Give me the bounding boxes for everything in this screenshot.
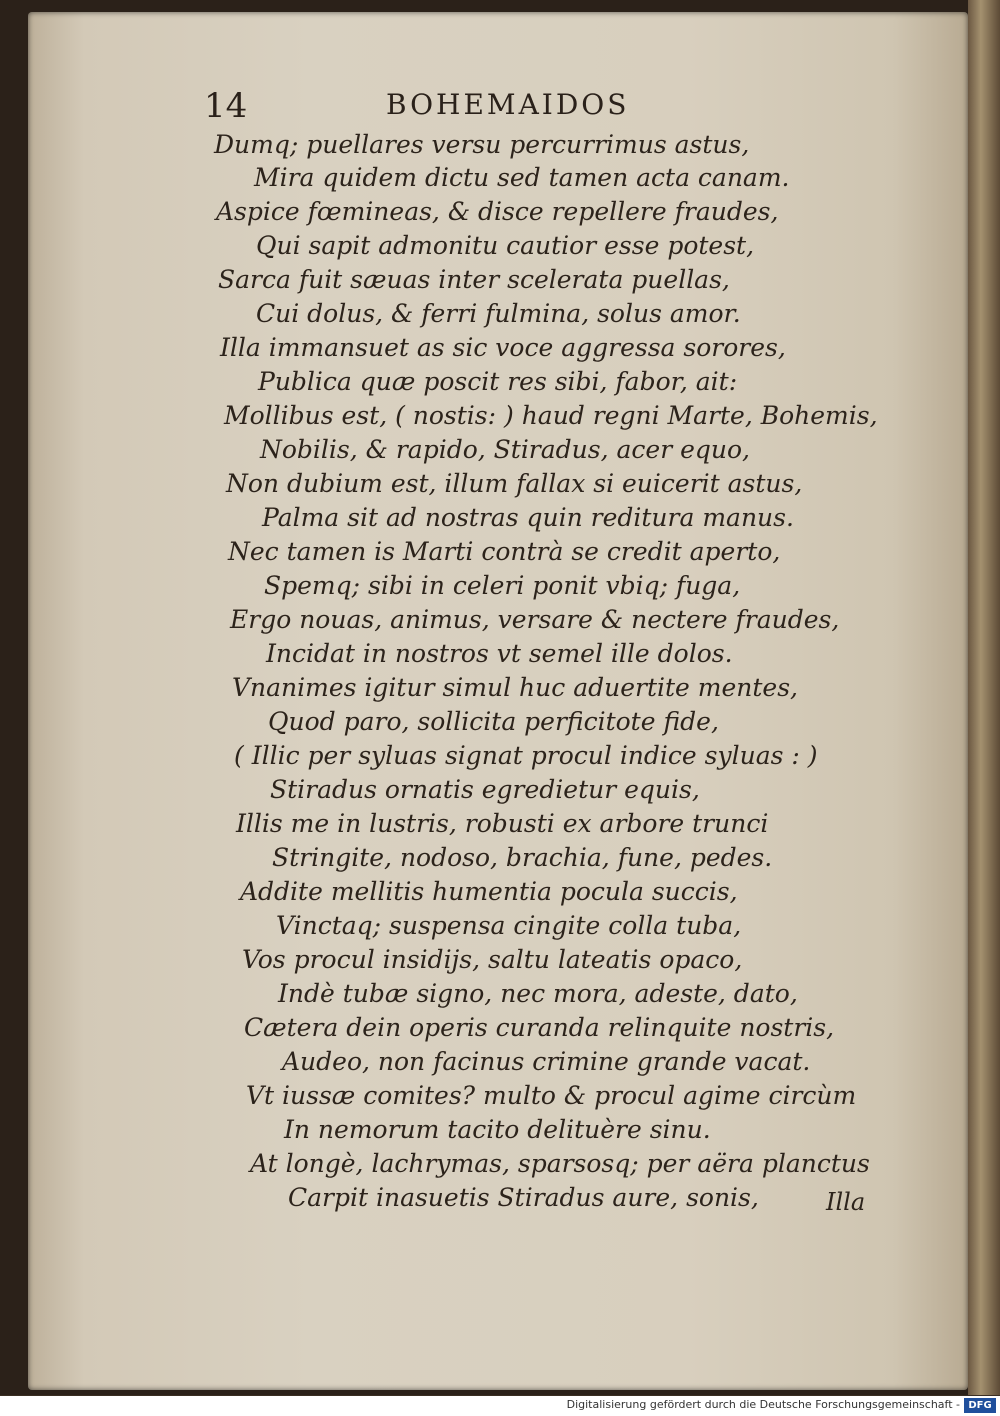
- verse-line: Vinctaq; suspensa cingite colla tuba,: [276, 911, 742, 940]
- verse-line: Sarca fuit sæuas inter scelerata puellas,: [218, 265, 730, 294]
- verse-line: Spemq; sibi in celeri ponit vbiq; fuga,: [264, 571, 741, 600]
- verse-line: Publica quæ poscit res sibi, fabor, ait:: [258, 367, 738, 396]
- verse-line: Carpit inasuetis Stiradus aure, sonis,: [288, 1183, 759, 1212]
- verse-line: Mollibus est, ( nostis: ) haud regni Marte, Bohemis,: [224, 401, 878, 430]
- verse-line: Incidat in nostros vt semel ille dolos.: [266, 639, 733, 668]
- verse-line: At longè, lachrymas, sparsosq; per aëra planctus: [250, 1149, 870, 1178]
- verse-line: Indè tubæ signo, nec mora, adeste, dato,: [278, 979, 798, 1008]
- verse-line: Illis me in lustris, robusti ex arbore trunci: [236, 809, 769, 838]
- dfg-logo-icon: DFG: [964, 1398, 996, 1413]
- verse-line: Illa immansuet as sic voce aggressa sorores,: [220, 333, 786, 362]
- page-number: 14: [204, 86, 248, 126]
- verse-line: Audeo, non facinus crimine grande vacat.: [282, 1047, 811, 1076]
- footer-credit: Digitalisierung gefördert durch die Deutsche Forschungsgemeinschaft -: [566, 1398, 960, 1411]
- verse-line: Cætera dein operis curanda relinquite nostris,: [244, 1013, 835, 1042]
- catchword: Illa: [826, 1188, 866, 1216]
- verse-line: Quod paro, sollicita perficitote fide,: [268, 707, 719, 736]
- verse-line: In nemorum tacito delituère sinu.: [284, 1115, 711, 1144]
- verse-line: Stringite, nodoso, brachia, fune, pedes.: [272, 843, 773, 872]
- verse-line: Vt iussæ comites? multo & procul agime circùm: [246, 1081, 857, 1110]
- verse-line: Non dubium est, illum fallax si euicerit astus,: [226, 469, 803, 498]
- footer-bar: [0, 1396, 1000, 1416]
- verse-line: Qui sapit admonitu cautior esse potest,: [256, 231, 755, 260]
- verse-line: Nobilis, & rapido, Stiradus, acer equo,: [260, 435, 750, 464]
- verse-line: Mira quidem dictu sed tamen acta canam.: [254, 163, 790, 192]
- verse-line: Palma sit ad nostras quin reditura manus.: [262, 503, 794, 532]
- verse-line: ( Illic per syluas signat procul indice syluas : ): [234, 741, 818, 770]
- verse-line: Stiradus ornatis egredietur equis,: [270, 775, 700, 804]
- verse-line: Addite mellitis humentia pocula succis,: [240, 877, 738, 906]
- book-edge: [968, 0, 1000, 1395]
- verse-line: Ergo nouas, animus, versare & nectere fraudes,: [230, 605, 840, 634]
- verse-line: Aspice fœmineas, & disce repellere fraudes,: [216, 197, 779, 226]
- verse-line: Vnanimes igitur simul huc aduertite mentes,: [232, 673, 799, 702]
- running-head: BOHEMAIDOS: [386, 88, 630, 121]
- verse-line: Dumq; puellares versu percurrimus astus,: [214, 130, 750, 159]
- verse-line: Nec tamen is Marti contrà se credit aperto,: [228, 537, 781, 566]
- verse-line: Cui dolus, & ferri fulmina, solus amor.: [256, 299, 741, 328]
- verse-line: Vos procul insidijs, saltu lateatis opaco,: [242, 945, 743, 974]
